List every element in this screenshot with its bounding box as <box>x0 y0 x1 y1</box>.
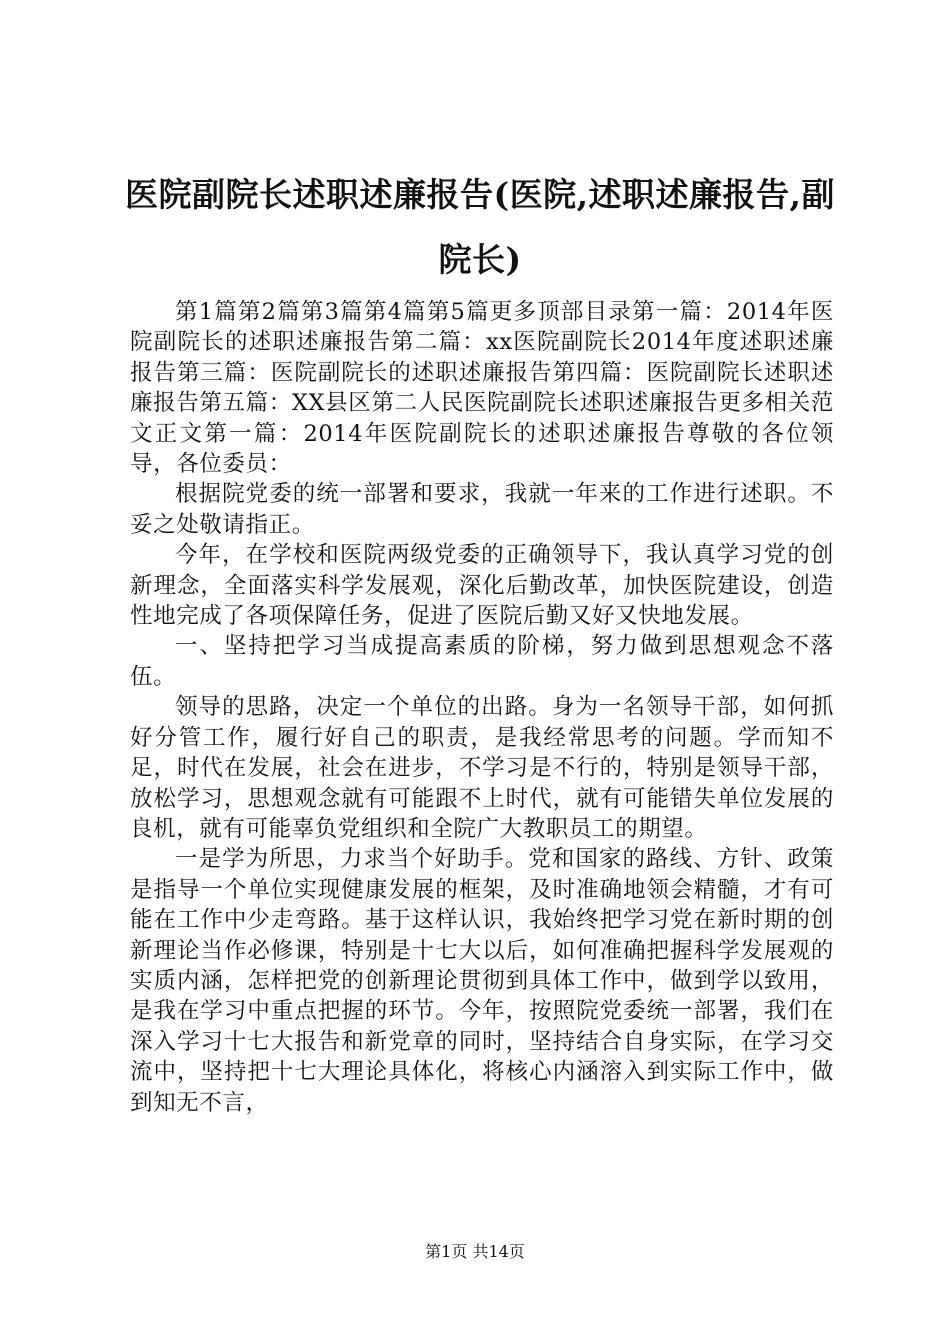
body-paragraph: 一、坚持把学习当成提高素质的阶梯，努力做到思想观念不落伍。 <box>130 633 834 690</box>
body-paragraph: 一是学为所思，力求当个好助手。党和国家的路线、方针、政策是指导一个单位实现健康发展的框架，及时准确地领会精髓，才有可能在工作中少走弯路。基于这样认识，我始终把学习党在新时期的创新理论当作必修课，特别是十七大以后，如何准确把握科学发展观的实质内涵，怎样把党的创新理论贯彻到具体工作中，做到学以致用，是我在学习中重点把握的环节。今年，按照院党委统一部署，我们在深入学习十七大报告和新党章的同时，坚持结合自身实际，在学习交流中，坚持把十七大理论具体化，将核心内涵溶入到实际工作中，做到知无不言， <box>130 846 834 1116</box>
page-number-footer: 第1页 共14页 <box>425 1242 525 1261</box>
body-paragraph: 第1篇第2篇第3篇第4篇第5篇更多顶部目录第一篇：2014年医院副院长的述职述廉报告第二篇：xx医院副院长2014年度述职述廉报告第三篇：医院副院长的述职述廉报告第四篇：医院副院长述职述廉报告第五篇：XX县区第二人民医院副院长述职述廉报告更多相关范文正文第一篇：2014年医院副院长的述职述廉报告尊敬的各位领导，各位委员： <box>130 299 834 478</box>
body-paragraph: 领导的思路，决定一个单位的出路。身为一名领导干部，如何抓好分管工作，履行好自己的职责，是我经常思考的问题。学而知不足，时代在发展，社会在进步，不学习是不行的，特别是领导干部，放松学习，思想观念就有可能跟不上时代，就有可能错失单位发展的良机，就有可能辜负党组织和全院广大教职员工的期望。 <box>130 694 834 842</box>
document-body <box>130 297 834 1118</box>
body-paragraph: 根据院党委的统一部署和要求，我就一年来的工作进行述职。不妥之处敬请指正。 <box>130 481 834 538</box>
body-paragraph: 今年，在学校和医院两级党委的正确领导下，我认真学习党的创新理念，全面落实科学发展观，深化后勤改革，加快医院建设，创造性地完成了各项保障任务，促进了医院后勤又好又快地发展。 <box>130 542 834 630</box>
document-title: 医院副院长述职述廉报告(医院,述职述廉报告,副院长) <box>124 175 836 279</box>
